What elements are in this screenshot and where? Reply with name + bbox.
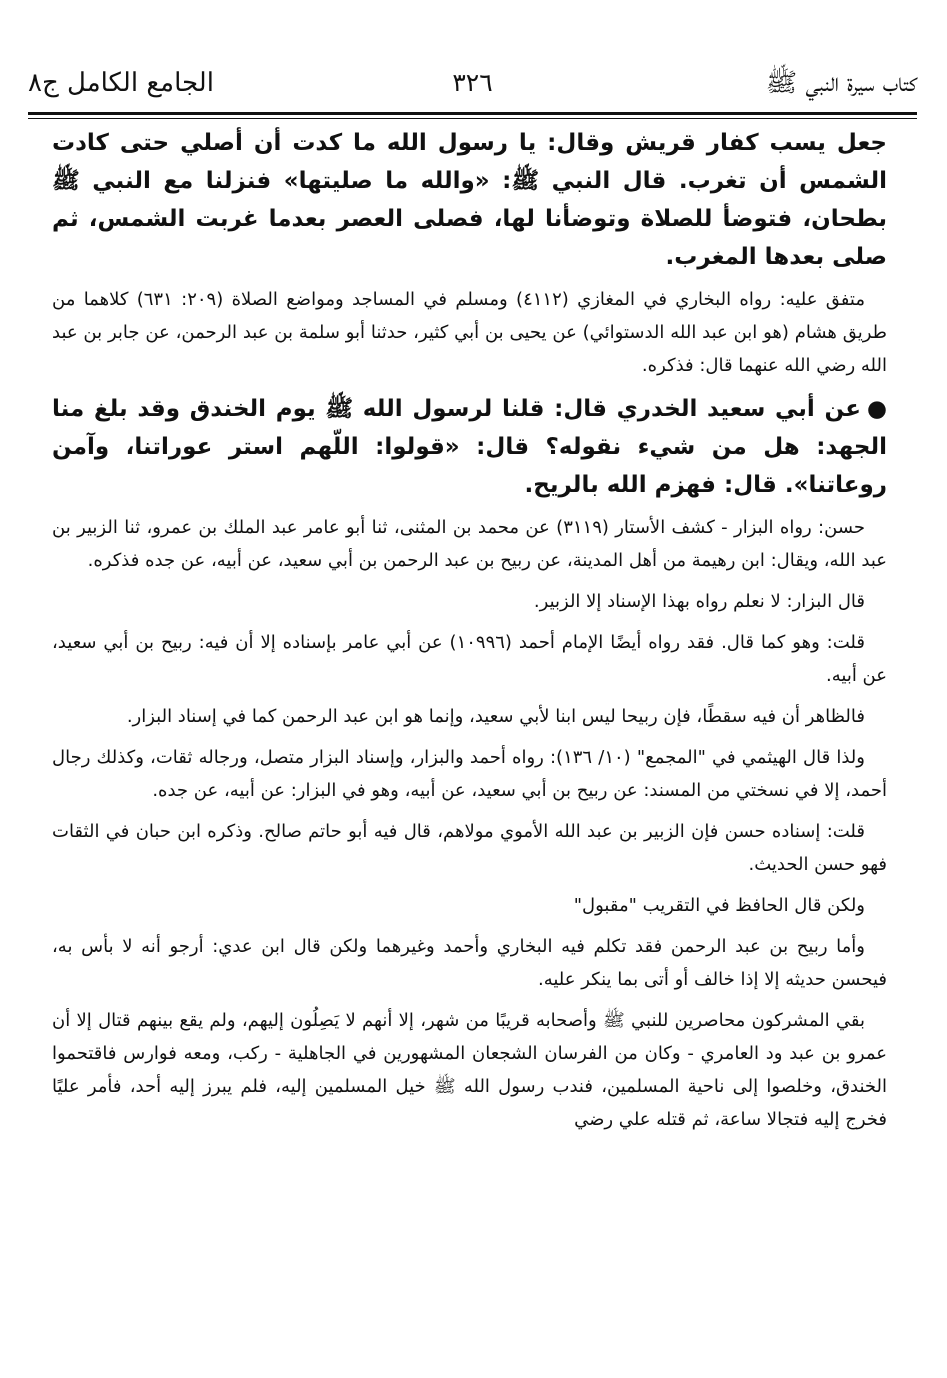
commentary-paragraph: ولكن قال الحافظ في التقريب "مقبول" (573, 895, 865, 916)
hadith-text: جعل يسب كفار قريش وقال: يا رسول الله ما كدت أن أصلي حتى كادت الشمس أن تغرب. قال النبي ﷺ: «والله ما صليتها» فنزلنا مع النبي ﷺ بطحان، فتوضأ للصلاة وتوضأنا لها، فصلى العصر بعدما غربت الشمس، ثم صلى بعدها المغرب. (52, 130, 887, 270)
header-rule-thin (28, 118, 917, 119)
hadith-body: عن أبي سعيد الخدري قال: قلنا لرسول الله ﷺ يوم الخندق وقد بلغ منا الجهد: هل من شيء نقوله؟ قال: «قولوا: اللّهم استر عوراتنا، وآمن روعاتنا». قال: فهزم الله بالريح. (52, 396, 887, 498)
running-title-left: الجامع الكامل ج٨ (28, 68, 214, 98)
commentary-paragraph: فالظاهر أن فيه سقطًا، فإن ربيحا ليس ابنا لأبي سعيد، وإنما هو ابن عبد الرحمن كما في إسناد البزار. (126, 706, 865, 727)
commentary-paragraph: ولذا قال الهيثمي في "المجمع" (١٠/ ١٣٦): رواه أحمد والبزار، وإسناد البزار متصل، ورجاله ثقات، وكذلك رجال أحمد، إلا في نسختي من المسند: عن ربيح بن أبي سعيد، عن أبيه، وهو في البزار: عن أبيه، عن جده. (52, 747, 887, 801)
commentary-paragraph: قال البزار: لا نعلم رواه بهذا الإسناد إلا الزبير. (533, 591, 865, 612)
running-title-right: كتاب سيرة النبي ﷺ (765, 68, 917, 98)
commentary-paragraph: قلت: وهو كما قال. فقد رواه أيضًا الإمام أحمد (١٠٩٩٦) عن أبي عامر بإسناده إلا أن فيه: ربيح بن أبي سعيد، عن أبيه. (52, 632, 887, 686)
commentary-paragraph: قلت: إسناده حسن فإن الزبير بن عبد الله الأموي مولاهم، قال فيه أبو حاتم صالح. وذكره ابن حبان في الثقات فهو حسن الحديث. (52, 821, 887, 875)
header-rule-thick (28, 112, 917, 115)
bullet-icon: ● (866, 396, 887, 422)
page-number: ٣٢٦ (452, 68, 493, 97)
takhrij-paragraph: حسن: رواه البزار - كشف الأستار (٣١١٩) عن محمد بن المثنى، ثنا أبو عامر عبد الملك بن عمرو، ثنا الزبير بن عبد الله، ويقال: ابن رهيمة من أهل المدينة، عن ربيح بن عبد الرحمن بن أبي سعيد، عن أبيه، عن جده فذكره. (52, 517, 887, 571)
page-header (28, 58, 917, 108)
commentary-paragraph: وأما ربيح بن عبد الرحمن فقد تكلم فيه البخاري وأحمد وغيرهما ولكن قال ابن عدي: أرجو أنه لا بأس به، فيحسن حديثه إلا إذا خالف أو أتى بما ينكر عليه. (52, 936, 887, 990)
page-body (52, 124, 887, 1136)
takhrij-paragraph: متفق عليه: رواه البخاري في المغازي (٤١١٢) ومسلم في المساجد ومواضع الصلاة (٢٠٩: ٦٣١) كلاهما من طريق هشام (هو ابن عبد الله الدستوائي) عن يحيى بن أبي كثير، حدثنا أبو سلمة بن عبد الرحمن، عن جابر بن عبد الله رضي الله عنهما قال: فذكره. (52, 289, 887, 376)
hadith-text (52, 390, 887, 504)
narrative-paragraph: بقي المشركون محاصرين للنبي ﷺ وأصحابه قريبًا من شهر، إلا أنهم لا يَصِلُون إليهم، ولم يقع بينهم قتال إلا أن عمرو بن عبد ود العامري - وكان من الفرسان الشجعان المشهورين في الجاهلية - ركب، ومعه فوارس فاقتحموا الخندق، وخلصوا إلى ناحية المسلمين، فندب رسول الله ﷺ خيل المسلمين إليه، فلم يبرز إليه أحد، فأمر عليًا فخرج إليه فتجالا ساعة، ثم قتله علي رضي (52, 1010, 887, 1130)
